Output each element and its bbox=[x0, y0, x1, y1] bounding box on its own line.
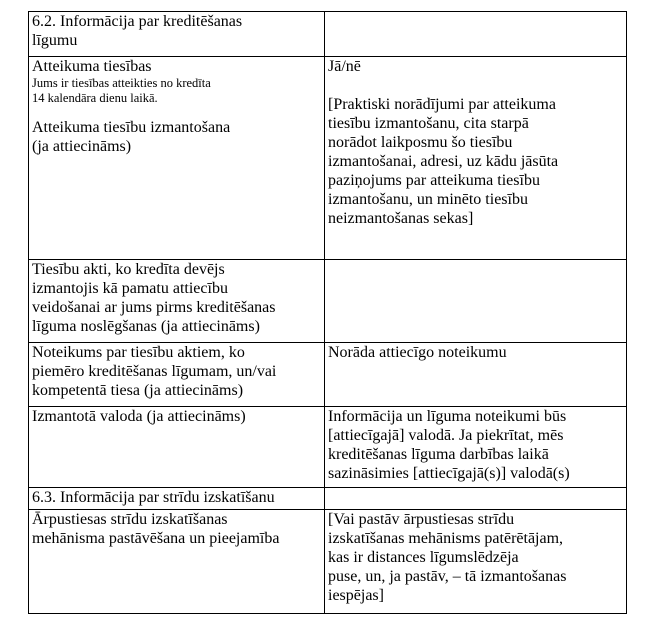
dispute-resolution-value-line: iespējas] bbox=[328, 587, 384, 604]
withdrawal-instructions-line: izmantošanu, un minēto tiesību bbox=[328, 191, 528, 208]
withdrawal-right-value-cell bbox=[325, 57, 627, 260]
legal-acts-label-cell bbox=[29, 260, 325, 343]
withdrawal-instructions-line: norādot laikposmu šo tiesību bbox=[328, 134, 513, 151]
yes-no-value: Jā/nē bbox=[328, 58, 361, 75]
withdrawal-instructions-line: neizmantošanas sekas] bbox=[328, 210, 474, 227]
section-heading-line: 6.3. Informācija par strīdu izskatīšanu bbox=[32, 489, 275, 506]
withdrawal-exercise-label: Atteikuma tiesību izmantošana bbox=[32, 119, 231, 136]
dispute-resolution-value-line: kas ir distances līgumslēdzēja bbox=[328, 549, 519, 566]
withdrawal-right-label-cell bbox=[29, 57, 325, 260]
withdrawal-right-note: Jums ir tiesības atteikties no kredīta bbox=[32, 76, 211, 90]
legal-acts-line: līguma noslēgšanas (ja attiecināms) bbox=[32, 318, 260, 335]
dispute-resolution-label-cell bbox=[29, 510, 325, 614]
dispute-resolution-label-line: Ārpustiesas strīdu izskatīšanas bbox=[32, 511, 228, 528]
applicable-law-line: piemēro kreditēšanas līgumam, un/vai bbox=[32, 363, 277, 380]
withdrawal-instructions-line: paziņojums par atteikuma tiesību bbox=[328, 172, 540, 189]
withdrawal-right-title: Atteikuma tiesības bbox=[32, 58, 152, 75]
legal-acts-line: veidošanai ar jums pirms kreditēšanas bbox=[32, 299, 276, 316]
table-row bbox=[29, 343, 627, 407]
table-row bbox=[29, 510, 627, 614]
section-6-2-heading-cell bbox=[29, 12, 325, 57]
language-label-cell bbox=[29, 407, 325, 488]
applicable-law-value-cell bbox=[325, 343, 627, 407]
section-heading-line: līgumu bbox=[32, 32, 78, 49]
language-value-line: sazināsimies [attiecīgajā(s)] valodā(s) bbox=[328, 465, 570, 482]
dispute-resolution-label-line: mehānisma pastāvēšana un pieejamība bbox=[32, 530, 280, 547]
legal-acts-line: izmantojis kā pamatu attiecību bbox=[32, 280, 228, 297]
dispute-resolution-value-line: puse, un, ja pastāv, – tā izmantošanas bbox=[328, 568, 567, 585]
legal-acts-line: Tiesību akti, ko kredīta devējs bbox=[32, 261, 225, 278]
dispute-resolution-value-line: izskatīšanas mehānisms patērētājam, bbox=[328, 530, 564, 547]
withdrawal-instructions-line: izmantošanai, adresi, uz kādu jāsūta bbox=[328, 153, 559, 170]
section-6-3-heading-cell bbox=[29, 488, 325, 510]
table-row bbox=[29, 12, 627, 57]
table-row bbox=[29, 407, 627, 488]
withdrawal-exercise-label: (ja attiecināms) bbox=[32, 138, 132, 155]
withdrawal-instructions-line: tiesību izmantošanu, cita starpā bbox=[328, 115, 529, 132]
applicable-law-value: Norāda attiecīgo noteikumu bbox=[328, 344, 507, 361]
table-row bbox=[29, 260, 627, 343]
language-value-line: kreditēšanas līguma darbības laikā bbox=[328, 446, 549, 463]
language-value-line: Informācija un līguma noteikumi būs bbox=[328, 408, 567, 425]
language-value-cell bbox=[325, 407, 627, 488]
dispute-resolution-value-line: [Vai pastāv ārpustiesas strīdu bbox=[328, 511, 515, 528]
applicable-law-line: Noteikums par tiesību aktiem, ko bbox=[32, 344, 245, 361]
empty-cell bbox=[325, 260, 627, 343]
dispute-resolution-value-cell bbox=[325, 510, 627, 614]
empty-cell bbox=[325, 12, 627, 57]
language-value-line: [attiecīgajā] valodā. Ja piekrītat, mēs bbox=[328, 427, 564, 444]
applicable-law-line: kompetentā tiesa (ja attiecināms) bbox=[32, 382, 244, 399]
consumer-credit-info-table bbox=[28, 11, 627, 614]
table-row bbox=[29, 57, 627, 260]
empty-cell bbox=[325, 488, 627, 510]
language-label: Izmantotā valoda (ja attiecināms) bbox=[32, 408, 246, 425]
withdrawal-right-note: 14 kalendāra dienu laikā. bbox=[32, 91, 158, 105]
table-row bbox=[29, 488, 627, 510]
section-heading-line: 6.2. Informācija par kreditēšanas bbox=[32, 13, 243, 30]
withdrawal-instructions-line: [Praktiski norādījumi par atteikuma bbox=[328, 96, 556, 113]
applicable-law-label-cell bbox=[29, 343, 325, 407]
